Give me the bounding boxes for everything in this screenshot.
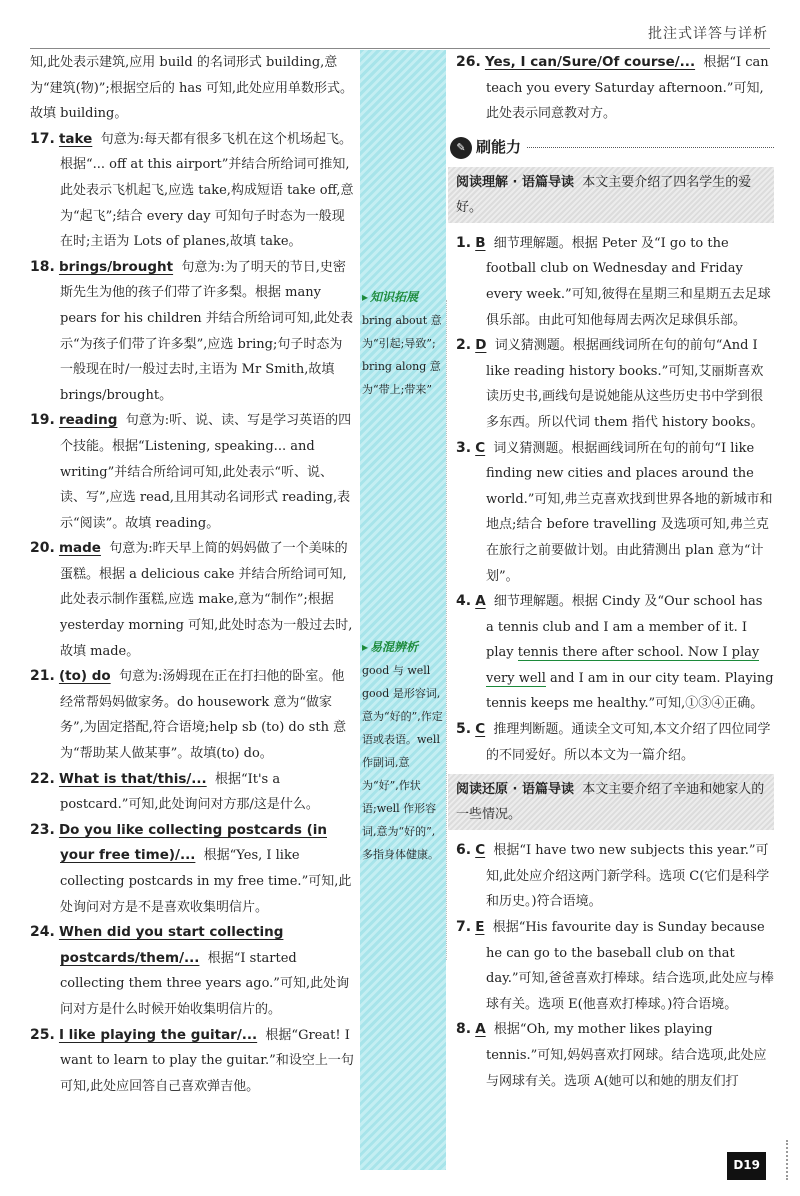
section-badge-label: 刷能力 <box>476 137 522 156</box>
section-badge <box>450 135 774 161</box>
reading-answer-3: 3. C 词义猜测题。根据画线词所在句的前句“I like finding new cities and places around the world.”可知,弗兰克喜欢找到世界各地的新城市和地点;结合 before travelling 及选项可知,弗兰克在旅行之前要做计划。由此猜测出 plan 意为“计划”。 <box>456 439 773 584</box>
answer-23: 23. Do you like collecting postcards (in your free time)/... 根据“Yes, I like collecting postcards in my free time.”可知,此处询问对方是不是喜欢收集明信片。 <box>30 821 352 915</box>
confusion-note-title: ▸ 易混辨析 <box>362 636 446 659</box>
knowledge-note-title: ▸ 知识拓展 <box>362 286 446 309</box>
answer-18: 18. brings/brought 句意为:为了明天的节日,史密斯先生为他的孩子们带了许多梨。根据 many pears for his children 并结合所给词可知,此处表示“为孩子们带了许多梨”,应选 bring;句子时态为一般现在时/一般过去时,主语为 Mr Smith,故填 brings/brought。 <box>30 258 353 403</box>
page-number: D19 <box>727 1152 766 1180</box>
highlighted-sentence: tennis there after school. Now I play very well <box>486 645 760 686</box>
answer-20: 20. made 句意为:昨天早上简的妈妈做了一个美味的蛋糕。根据 a delicious cake 并结合所给词可知,此处表示制作蛋糕,应选 make,意为“制作”;根据 yesterday morning 可知,此处时态为一般过去时,故填 made。 <box>30 540 353 659</box>
reading-answer-4: 4. A 细节理解题。根据 Cindy 及“Our school has a tennis club and I am a member of it. I play tennis there after school. Now I play very well and I am in our city team. Playing tennis keeps me healthy.”可知,①③④正确。 <box>456 593 774 712</box>
restore-guide: 阅读还原 · 语篇导读 本文主要介绍了辛迪和她家人的一些情况。 <box>448 774 774 830</box>
answer-19: 19. reading 句意为:听、说、读、写是学习英语的四个技能。根据“Listening, speaking... and writing”并结合所给词可知,此处表示“听、说、读、写”,应选 read,且用其动名词形式 reading,表示“阅读”。故填 reading。 <box>30 412 352 531</box>
knowledge-note-text: bring about 意为“引起;导致”; bring along 意为“带上;带来” <box>362 314 442 396</box>
badge-divider <box>527 147 774 148</box>
answer-continuation: 知,此处表示建筑,应用 build 的名词形式 building,意为“建筑(物)”;根据空后的 has 可知,此处应用单数形式。故填 building。 <box>30 55 354 122</box>
reading-answer-1: 1. B 细节理解题。根据 Peter 及“I go to the football club on Wednesday and Friday every week.”可知,彼得在星期三和星期五去足球俱乐部。由此可知他每周去两次足球俱乐部。 <box>456 234 771 328</box>
reading-answer-5: 5. C 推理判断题。通读全文可知,本文介绍了四位同学的不同爱好。所以本文为一篇介绍。 <box>456 721 771 763</box>
right-column <box>456 50 774 1094</box>
annotation-divider <box>446 300 447 960</box>
confusion-note <box>362 636 446 866</box>
corner-decoration <box>774 1140 788 1180</box>
restore-answer-8: 8. A 根据“Oh, my mother likes playing tennis.”可知,妈妈喜欢打网球。结合选项,此处应与网球有关。选项 A(她可以和她的朋友们打 <box>456 1021 767 1089</box>
confusion-note-text: good 与 well good 是形容词,意为“好的”,作定语或表语。well 作副词,意为“好”,作状语;well 作形容词,意为“好的”,多指身体健康。 <box>362 664 443 861</box>
page-header-title: 批注式详答与详析 <box>648 26 768 42</box>
answer-25: 25. I like playing the guitar/... 根据“Great! I want to learn to play the guitar.”和设空上一句可知,此处应回答自己喜欢弹吉他。 <box>30 1026 354 1094</box>
restore-answer-7: 7. E 根据“His favourite day is Sunday because he can go to the baseball club on that day.”可知,爸爸喜欢打棒球。结合选项,此处应与棒球有关。选项 E(他喜欢打棒球。)符合语境。 <box>456 919 774 1012</box>
answer-21: 21. (to) do 句意为:汤姆现在正在打扫他的卧室。他经常帮妈妈做家务。do housework 意为“做家务”,为固定搭配,符合语境;help sb (to) do sth 意为“帮助某人做某事”。故填(to) do。 <box>30 668 347 762</box>
annotation-strip <box>360 50 446 1170</box>
pen-icon: ✎ <box>450 137 472 159</box>
restore-answer-6: 6. C 根据“I have two new subjects this year.”可知,此处应介绍这两门新学科。选项 C(它们是科学和历史。)符合语境。 <box>456 842 770 910</box>
reading-answer-2: 2. D 词义猜测题。根据画线词所在句的前句“And I like reading history books.”可知,艾丽斯喜欢读历史书,画线句是说她能从这些历史书中学到很多东西。所以代词 them 指代 history books。 <box>456 337 764 430</box>
answer-17: 17. take 句意为:每天都有很多飞机在这个机场起飞。根据“... off at this airport”并结合所给词可推知,此处表示飞机起飞,应选 take,构成短语 take off,意为“起飞”;结合 every day 可知句子时态为一般现在时;主语为 Lots of planes,故填 take。 <box>30 130 354 250</box>
answer-26: 26. Yes, I can/Sure/Of course/... 根据“I can teach you every Saturday afternoon.”可知,此处表示同意教对方。 <box>456 54 769 122</box>
knowledge-note <box>362 286 446 401</box>
left-column <box>30 50 354 1099</box>
header-rule <box>30 48 770 49</box>
answer-22: 22. What is that/this/... 根据“It's a postcard.”可知,此处询问对方那/这是什么。 <box>30 770 319 813</box>
answer-24: 24. When did you start collecting postcards/them/... 根据“I started collecting them three years ago.”可知,此处询问对方是什么时候开始收集明信片的。 <box>30 924 350 1017</box>
reading-guide: 阅读理解 · 语篇导读 本文主要介绍了四名学生的爱好。 <box>448 167 774 223</box>
